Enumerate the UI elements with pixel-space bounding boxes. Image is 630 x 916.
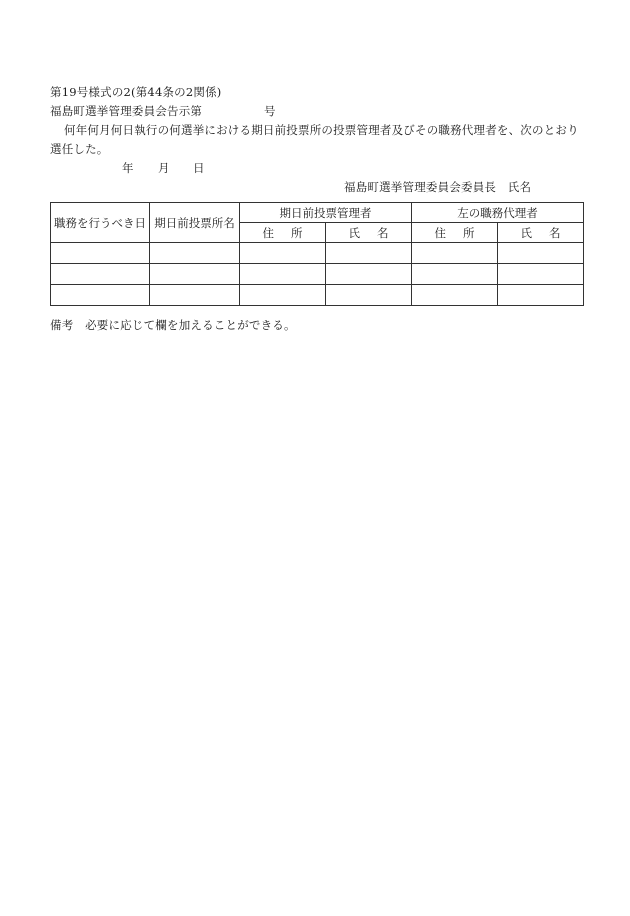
table-cell: [412, 264, 498, 285]
notice-number-suffix: 号: [264, 104, 276, 118]
table-cell: [150, 243, 240, 264]
subheader-address-char-1: 住: [434, 225, 446, 240]
subheader-name-char-1: 氏: [348, 225, 360, 240]
header-polling-place-name: 期日前投票所名: [150, 203, 240, 243]
table-cell: [498, 243, 584, 264]
table-cell: [51, 264, 150, 285]
header-duty-day: 職務を行うべき日: [51, 203, 150, 243]
table-cell: [412, 285, 498, 306]
table-cell: [240, 264, 326, 285]
date-month-label: 月: [158, 161, 170, 175]
remarks-note: 備考 必要に応じて欄を加えることができる。: [50, 318, 296, 332]
table-cell: [326, 243, 412, 264]
appointment-table: [50, 202, 584, 306]
form-title: 第19号様式の2(第44条の2関係): [50, 85, 222, 99]
table-cell: [240, 243, 326, 264]
table-cell: [326, 264, 412, 285]
table-row: [51, 243, 584, 264]
body-text-line-1: 何年何月何日執行の何選挙における期日前投票所の投票管理者及びその職務代理者を、次のとおり: [64, 123, 579, 137]
subheader-deputy-name: [498, 223, 584, 243]
subheader-address-char-2: 所: [291, 225, 303, 240]
table-row: [51, 264, 584, 285]
table-cell: [150, 285, 240, 306]
date-day-label: 日: [193, 161, 205, 175]
table-cell: [412, 243, 498, 264]
table-cell: [51, 285, 150, 306]
subheader-name-char-2: 名: [377, 225, 389, 240]
signer-line: 福島町選挙管理委員会委員長 氏名: [344, 180, 532, 194]
subheader-name-char-1: 氏: [520, 225, 532, 240]
subheader-address-char-2: 所: [463, 225, 475, 240]
subheader-deputy-address: [412, 223, 498, 243]
subheader-name-char-2: 名: [549, 225, 561, 240]
notice-title: 福島町選挙管理委員会告示第: [50, 104, 203, 118]
header-polling-manager: 期日前投票管理者: [240, 203, 412, 223]
table-cell: [498, 285, 584, 306]
table-cell: [498, 264, 584, 285]
subheader-manager-address: [240, 223, 326, 243]
table-cell: [326, 285, 412, 306]
subheader-address-char-1: 住: [262, 225, 274, 240]
table-cell: [150, 264, 240, 285]
subheader-manager-name: [326, 223, 412, 243]
table-cell: [240, 285, 326, 306]
date-year-label: 年: [122, 161, 134, 175]
body-text-line-2: 選任した。: [50, 142, 109, 156]
table-cell: [51, 243, 150, 264]
table-row: [51, 285, 584, 306]
table-header-row: [51, 203, 584, 223]
header-deputy: 左の職務代理者: [412, 203, 584, 223]
